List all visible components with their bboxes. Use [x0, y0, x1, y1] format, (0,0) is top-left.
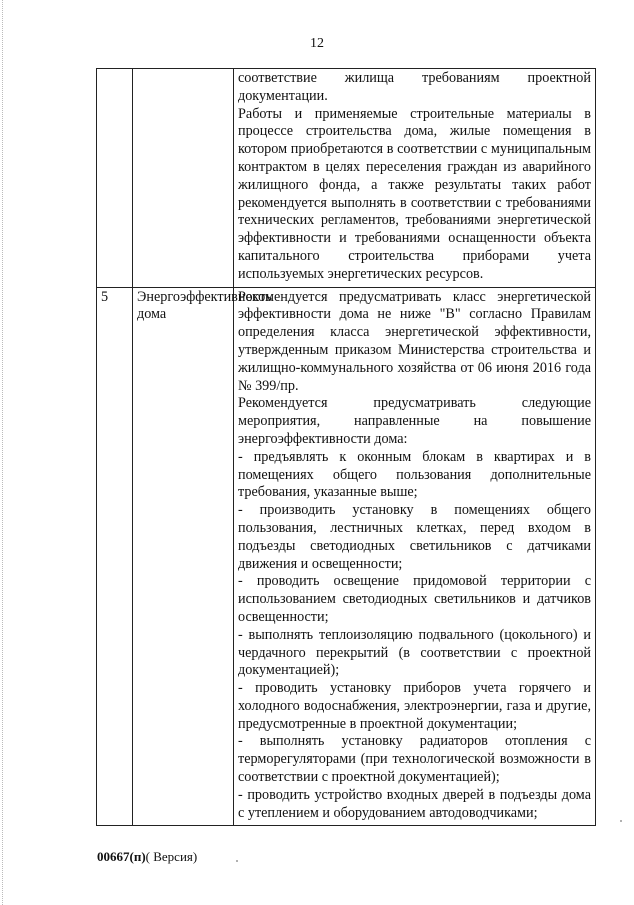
list-item: - предъявлять к оконным блокам в квартирах и в помещениях общего пользования дополнительные требования, указанные выше;: [238, 448, 591, 501]
row-text-cell: [234, 69, 596, 288]
list-item: - проводить установку приборов учета горячего и холодного водоснабжения, электроэнергии, газа и другие, предусмотренные в проектной документации;: [238, 680, 591, 732]
row-name-cell: [133, 69, 234, 288]
scan-edge-marks: [2, 0, 9, 905]
scan-speck: [236, 860, 238, 862]
table-row: [97, 69, 596, 288]
document-footer: [97, 849, 197, 865]
list-item: - выполнять теплоизоляцию подвального (цокольного) и чердачного перекрытий (в соответствии с проектной документацией);: [238, 626, 591, 679]
paragraph: Рекомендуется предусматривать класс энергетической эффективности дома не ниже "В" согласно Правилам определения класса энергетической эффективности, утвержденным приказом Министерства строительства и жилищно-коммунального хозяйства от 06 июня 2016 года № 399/пр.: [238, 288, 591, 394]
document-code: 00667(п): [97, 849, 146, 864]
row-text-cell: [234, 287, 596, 826]
requirements-table: [96, 68, 596, 826]
list-item: - выполнять установку радиаторов отопления с терморегуляторами (при технологической возможности в соответствии с проектной документацией);: [238, 733, 591, 786]
paragraph: Рекомендуется предусматривать следующие мероприятия, направленные на повышение энергоэффективности дома:: [238, 395, 591, 447]
row-number-cell: 5: [97, 287, 133, 826]
list-item: - проводить устройство входных дверей в подъезды дома с утеплением и оборудованием автодоводчиками;: [238, 786, 591, 821]
paragraph: соответствие жилища требованиям проектной документации.: [238, 70, 591, 104]
page-number: 12: [310, 36, 324, 51]
document-version: ( Версия): [145, 849, 198, 864]
list-item: - проводить освещение придомовой территории с использованием светодиодных светильников и датчиков освещенности;: [238, 573, 591, 625]
row-number-cell: [97, 69, 133, 288]
scan-speck: [620, 820, 622, 822]
paragraph: Работы и применяемые строительные материалы в процессе строительства дома, жилые помещения в котором приобретаются в соответствии с муниципальным контрактом в целях переселения граждан из аварийного жилищного фонда, а также результаты таких работ рекомендуется выполнять в соответствии с требованиями технических регламентов, требованиями энергетической эффективности и требованиями оснащенности объекта капитального строительства приборами учета используемых энергетических ресурсов.: [238, 105, 591, 282]
row-name-cell: Энергоэффективность дома: [133, 287, 234, 826]
list-item: - производить установку в помещениях общего пользования, лестничных клетках, перед входом в подъезды светодиодных светильников с датчиками движения и освещенности;: [238, 502, 591, 572]
table-row: [97, 287, 596, 826]
